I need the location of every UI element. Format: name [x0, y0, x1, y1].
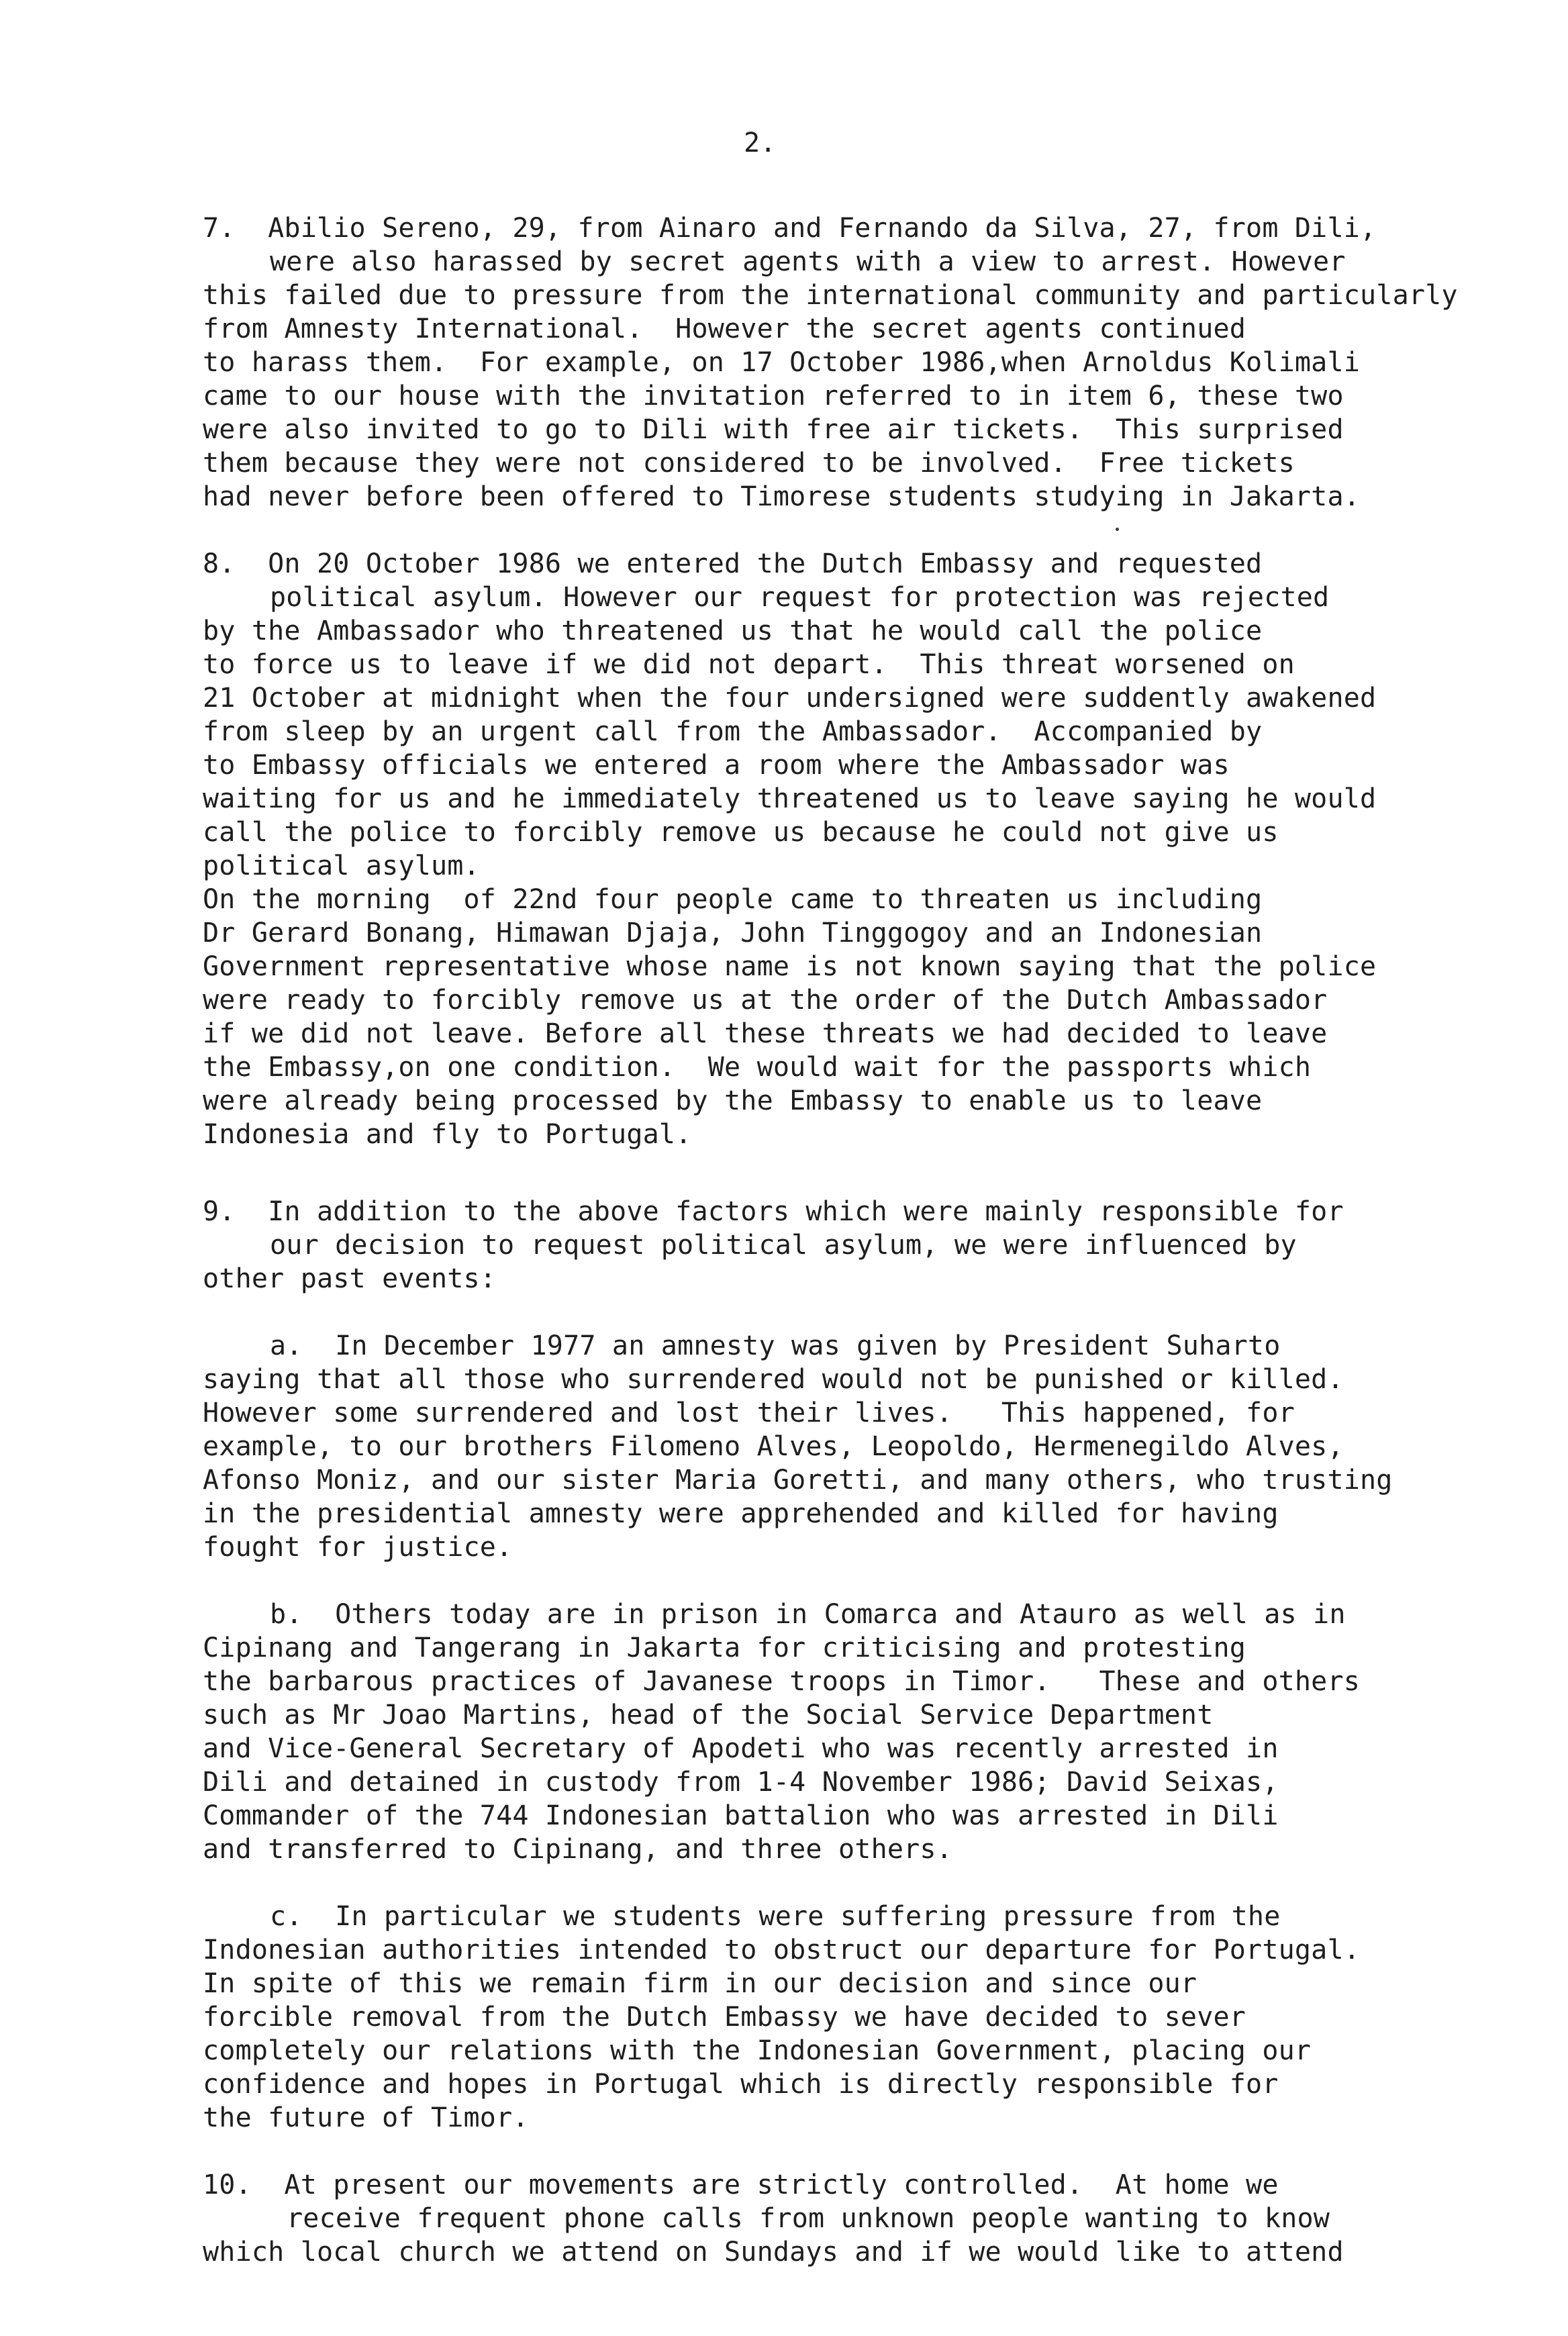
p9b-line: Dili and detained in custody from 1-4 November 1986; David Seixas, [203, 1767, 1279, 1798]
p10-line: 10. At present our movements are strictly controlled. At home we [203, 2170, 1279, 2200]
p8-line: 21 October at midnight when the four undersigned were suddently awakened [203, 683, 1377, 714]
p8-line: to Embassy officials we entered a room where the Ambassador was [203, 750, 1230, 781]
p8-line: were ready to forcibly remove us at the order of the Dutch Ambassador [203, 985, 1328, 1016]
p9c-line: Indonesian authorities intended to obstruct our departure for Portugal. [203, 1935, 1361, 1965]
p8-line: were already being processed by the Embassy to enable us to leave [203, 1085, 1263, 1116]
p8-line: from sleep by an urgent call from the Ambassador. Accompanied by [203, 716, 1263, 747]
p10-line: which local church we attend on Sundays and if we would like to attend [203, 2237, 1344, 2268]
p9c-line: forcible removal from the Dutch Embassy we have decided to sever [203, 2002, 1246, 2033]
p8-line: Government representative whose name is not known saying that the police [203, 951, 1377, 982]
p7-line: came to our house with the invitation referred to in item 6, these two [203, 381, 1344, 411]
p9b-line: b. Others today are in prison in Comarca and Atauro as well as in [270, 1599, 1346, 1630]
p8-line: political asylum. [203, 850, 480, 881]
p9a-line: a. In December 1977 an amnesty was given by President Suharto [270, 1330, 1281, 1361]
p9-line: 9. In addition to the above factors which were mainly responsible for [203, 1196, 1344, 1227]
p7-line: 7. Abilio Sereno, 29, from Ainaro and Fernando da Silva, 27, from Dili, [203, 213, 1377, 244]
p9b-line: Commander of the 744 Indonesian battalion who was arrested in Dili [203, 1800, 1279, 1831]
p7-line: to harass them. For example, on 17 October 1986,when Arnoldus Kolimali [203, 347, 1361, 378]
p7-line: them because they were not considered to be involved. Free tickets [203, 448, 1295, 479]
p8-line: political asylum. However our request for protection was rejected [270, 582, 1330, 613]
p7-line: had never before been offered to Timorese students studying in Jakarta. [203, 481, 1361, 512]
p8-line: call the police to forcibly remove us because he could not give us [203, 817, 1279, 848]
p8-line: Dr Gerard Bonang, Himawan Djaja, John Tinggogoy and an Indonesian [203, 918, 1263, 948]
p9c-line: confidence and hopes in Portugal which is directly responsible for [203, 2069, 1279, 2100]
p9c-line: completely our relations with the Indonesian Government, placing our [203, 2035, 1312, 2066]
p9b-line: Cipinang and Tangerang in Jakarta for criticising and protesting [203, 1633, 1246, 1663]
p9a-line: fought for justice. [203, 1532, 513, 1563]
p8-line: Indonesia and fly to Portugal. [203, 1119, 692, 1150]
p9a-line: in the presidential amnesty were apprehended and killed for having [203, 1498, 1279, 1529]
p10-line: receive frequent phone calls from unknown people wanting to know [287, 2203, 1330, 2234]
p8-line: by the Ambassador who threatened us that he would call the police [203, 616, 1263, 646]
p8-line: waiting for us and he immediately threatened us to leave saying he would [203, 783, 1377, 814]
p9a-line: saying that all those who surrendered would not be punished or killed. [203, 1364, 1344, 1395]
scan-speck [1116, 528, 1119, 531]
p8-line: to force us to leave if we did not depart. This threat worsened on [203, 649, 1295, 680]
p9-line: other past events: [203, 1263, 497, 1294]
p7-line: from Amnesty International. However the secret agents continued [203, 313, 1246, 344]
p9a-line: However some surrendered and lost their lives. This happened, for [203, 1398, 1295, 1428]
p7-line: were also harassed by secret agents with a view to arrest. However [270, 246, 1346, 277]
p9b-line: such as Mr Joao Martins, head of the Social Service Department [203, 1700, 1214, 1731]
p8-line: if we did not leave. Before all these threats we had decided to leave [203, 1018, 1328, 1049]
page-number: 2. [744, 128, 777, 158]
p9b-line: and transferred to Cipinang, and three others. [203, 1834, 952, 1865]
p8-line: 8. On 20 October 1986 we entered the Dutch Embassy and requested [203, 548, 1263, 579]
p8-line: On the morning of 22nd four people came to threaten us including [203, 884, 1263, 915]
p9c-line: c. In particular we students were suffering pressure from the [270, 1901, 1281, 1932]
p9a-line: Afonso Moniz, and our sister Maria Goretti, and many others, who trusting [203, 1465, 1393, 1496]
p9c-line: the future of Timor. [203, 2102, 529, 2133]
p9b-line: the barbarous practices of Javanese troops in Timor. These and others [203, 1666, 1361, 1697]
p9c-line: In spite of this we remain firm in our decision and since our [203, 1968, 1197, 1999]
p9-line: our decision to request political asylum, we were influenced by [270, 1230, 1297, 1261]
p7-line: were also invited to go to Dili with free air tickets. This surprised [203, 414, 1344, 445]
p9b-line: and Vice-General Secretary of Apodeti who was recently arrested in [203, 1733, 1279, 1764]
p9a-line: example, to our brothers Filomeno Alves, Leopoldo, Hermenegildo Alves, [203, 1431, 1344, 1462]
p7-line: this failed due to pressure from the international community and particularly [203, 280, 1458, 311]
p8-line: the Embassy,on one condition. We would wait for the passports which [203, 1052, 1312, 1083]
